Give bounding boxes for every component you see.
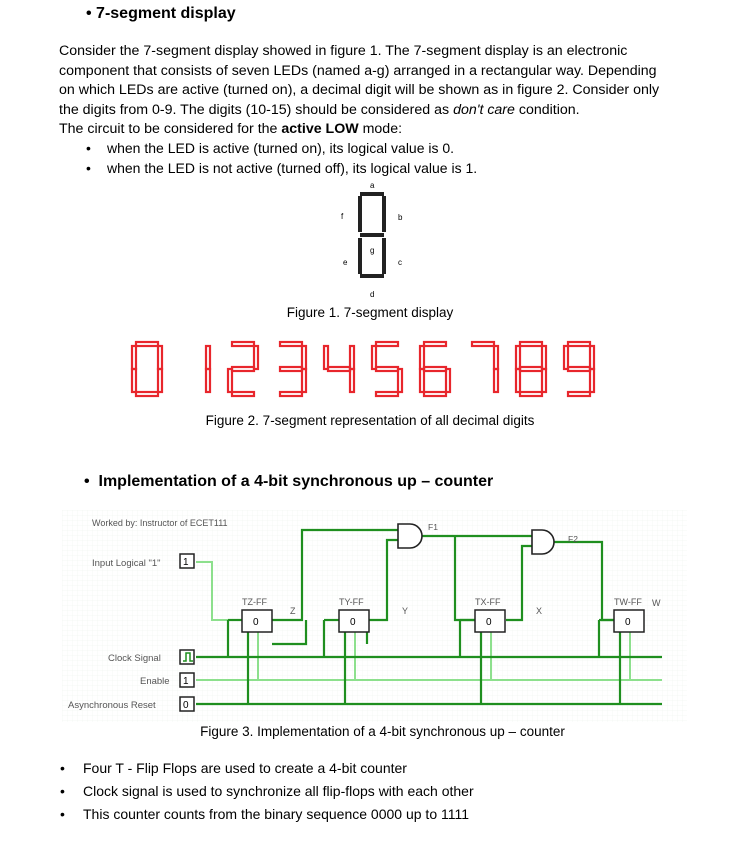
input-logical-one-pin[interactable] — [180, 554, 194, 568]
digit-segment-a — [520, 342, 542, 346]
digit-1 — [206, 346, 210, 392]
heading-text: Implementation of a 4-bit synchronous up – counter — [98, 473, 494, 490]
svg-text:TX-FF: TX-FF — [475, 597, 501, 607]
digit-0 — [132, 342, 162, 396]
segment-c — [382, 238, 386, 274]
digit-segment-g — [568, 367, 590, 371]
label-a: a — [370, 181, 375, 190]
digit-segment-f — [564, 346, 568, 369]
bullet-text: Four T - Flip Flops are used to create a 4-bit counter — [83, 760, 407, 776]
label-b: b — [398, 213, 403, 222]
bullet-active: • — [86, 140, 91, 156]
digit-segment-g — [520, 367, 542, 371]
digit-segment-e — [516, 369, 520, 392]
digit-segment-a — [424, 342, 446, 346]
clock-label: Clock Signal — [108, 653, 161, 664]
digit-segment-c — [590, 369, 594, 392]
reset-pin[interactable] — [180, 697, 194, 711]
label-g: g — [370, 246, 375, 255]
digit-segment-g — [328, 367, 350, 371]
figure-2-caption: Figure 2. 7-segment representation of all decimal digits — [205, 413, 535, 428]
digit-segment-a — [232, 342, 254, 346]
seven-segment-figure — [330, 178, 420, 303]
para-line: the digits from 0-9. The digits (10-15) should be considered as don't care condition. — [59, 101, 580, 118]
digit-2 — [228, 342, 258, 396]
digit-9 — [564, 342, 594, 396]
section-heading-counter: • Implementation of a 4-bit synchronous up – counter — [84, 473, 494, 490]
digit-segment-d — [280, 392, 302, 396]
digit-segment-g — [376, 367, 398, 371]
digit-7 — [472, 342, 498, 392]
digit-segment-c — [206, 369, 210, 392]
svg-text:W: W — [652, 598, 661, 608]
digit-segment-d — [424, 392, 446, 396]
segment-d — [360, 274, 384, 278]
digit-segment-a — [376, 342, 398, 346]
svg-text:Z: Z — [290, 606, 296, 616]
digit-segment-g — [232, 367, 254, 371]
svg-text:1: 1 — [183, 557, 189, 568]
digit-5 — [372, 342, 402, 396]
svg-text:0: 0 — [486, 617, 492, 628]
digit-segment-e — [228, 369, 232, 392]
bullet: • — [60, 806, 65, 822]
digit-segment-f — [516, 346, 520, 369]
label-c: c — [398, 258, 402, 267]
section-heading-7segment: • 7-segment display — [86, 5, 236, 22]
heading-text: 7-segment display — [96, 5, 236, 22]
para-line: component that consists of seven LEDs (named a-g) arranged in a rectangular way. Depending — [59, 62, 657, 79]
bullet-text: when the LED is active (turned on), its logical value is 0. — [107, 140, 455, 156]
svg-text:1: 1 — [183, 676, 189, 687]
reset-label: Asynchronous Reset — [68, 700, 156, 711]
active-low-text: active LOW — [281, 121, 359, 137]
svg-text:0: 0 — [183, 700, 189, 711]
digit-segment-b — [590, 346, 594, 369]
digit-segment-c — [542, 369, 546, 392]
bullet-text: This counter counts from the binary sequence 0000 up to 1111 — [83, 806, 470, 822]
digit-segment-a — [136, 342, 158, 346]
digit-segment-d — [136, 392, 158, 396]
para-line: Consider the 7-segment display showed in figure 1. The 7-segment display is an electronic — [59, 43, 628, 59]
digit-segment-f — [420, 346, 424, 369]
segment-a — [360, 192, 384, 196]
digit-segment-d — [568, 392, 590, 396]
digit-segment-f — [372, 346, 376, 369]
svg-text:0: 0 — [253, 617, 259, 628]
svg-text:X: X — [536, 606, 543, 616]
digit-segment-e — [132, 369, 136, 392]
svg-text:TY-FF: TY-FF — [339, 597, 364, 607]
digit-segment-b — [254, 346, 258, 369]
segment-b — [382, 196, 386, 232]
intro-paragraph — [59, 42, 689, 140]
digit-4 — [324, 346, 354, 392]
svg-text:0: 0 — [350, 617, 356, 628]
bullet-text: Clock signal is used to synchronize all flip-flops with each other — [83, 783, 474, 799]
label-d: d — [370, 290, 375, 299]
counter-circuit — [62, 510, 687, 722]
digit-segment-d — [232, 392, 254, 396]
bullet: • — [60, 760, 65, 776]
bullet-text: when the LED is not active (turned off), its logical value is 1. — [107, 160, 478, 176]
digit-segment-b — [206, 346, 210, 369]
digit-segment-c — [446, 369, 450, 392]
enable-label: Enable — [140, 676, 170, 687]
digit-segment-b — [158, 346, 162, 369]
segment-e — [358, 238, 362, 274]
segment-g — [360, 233, 384, 237]
svg-text:TZ-FF: TZ-FF — [242, 597, 267, 607]
digit-segment-a — [568, 342, 590, 346]
digit-segment-f — [324, 346, 328, 369]
label-f: f — [341, 212, 344, 221]
dont-care-text: don't care — [453, 101, 515, 118]
digit-segment-g — [424, 367, 446, 371]
digit-3 — [280, 342, 306, 396]
digit-segment-d — [376, 392, 398, 396]
svg-text:F2: F2 — [568, 534, 578, 544]
digit-segment-b — [302, 346, 306, 369]
input-label: Input Logical "1" — [92, 558, 161, 569]
label-e: e — [343, 258, 348, 267]
digit-segment-b — [542, 346, 546, 369]
svg-text:0: 0 — [625, 617, 631, 628]
digit-segment-d — [520, 392, 542, 396]
worked-by-label: Worked by: Instructor of ECET111 — [92, 518, 228, 528]
digit-segment-c — [302, 369, 306, 392]
digit-segment-c — [494, 369, 498, 392]
figure-3-caption: Figure 3. Implementation of a 4-bit synchronous up – counter — [200, 724, 565, 739]
digits-figure — [130, 340, 620, 400]
mode-line: The circuit to be considered for the active LOW mode: — [59, 121, 403, 137]
digit-segment-c — [398, 369, 402, 392]
digit-segment-e — [420, 369, 424, 392]
digit-8 — [516, 342, 546, 396]
clock-signal-pin[interactable] — [180, 650, 194, 664]
svg-text:Y: Y — [402, 606, 409, 616]
digit-segment-b — [350, 346, 354, 369]
figure-1-caption: Figure 1. 7-segment display — [286, 305, 454, 320]
digit-segment-g — [280, 367, 302, 371]
digit-6 — [420, 342, 450, 396]
bullet-inactive: • — [86, 160, 91, 176]
digit-segment-a — [472, 342, 494, 346]
svg-text:F1: F1 — [428, 522, 438, 532]
segment-f — [358, 196, 362, 232]
digit-segment-c — [158, 369, 162, 392]
digit-segment-a — [280, 342, 302, 346]
svg-text:TW-FF: TW-FF — [614, 597, 642, 607]
enable-pin[interactable] — [180, 673, 194, 687]
digit-segment-b — [494, 346, 498, 369]
para-line: on which LEDs are active (turned on), a decimal digit will be shown as in figure 2. Consider only — [59, 82, 660, 98]
bullet: • — [60, 783, 65, 799]
digit-segment-f — [132, 346, 136, 369]
digit-segment-c — [350, 369, 354, 392]
